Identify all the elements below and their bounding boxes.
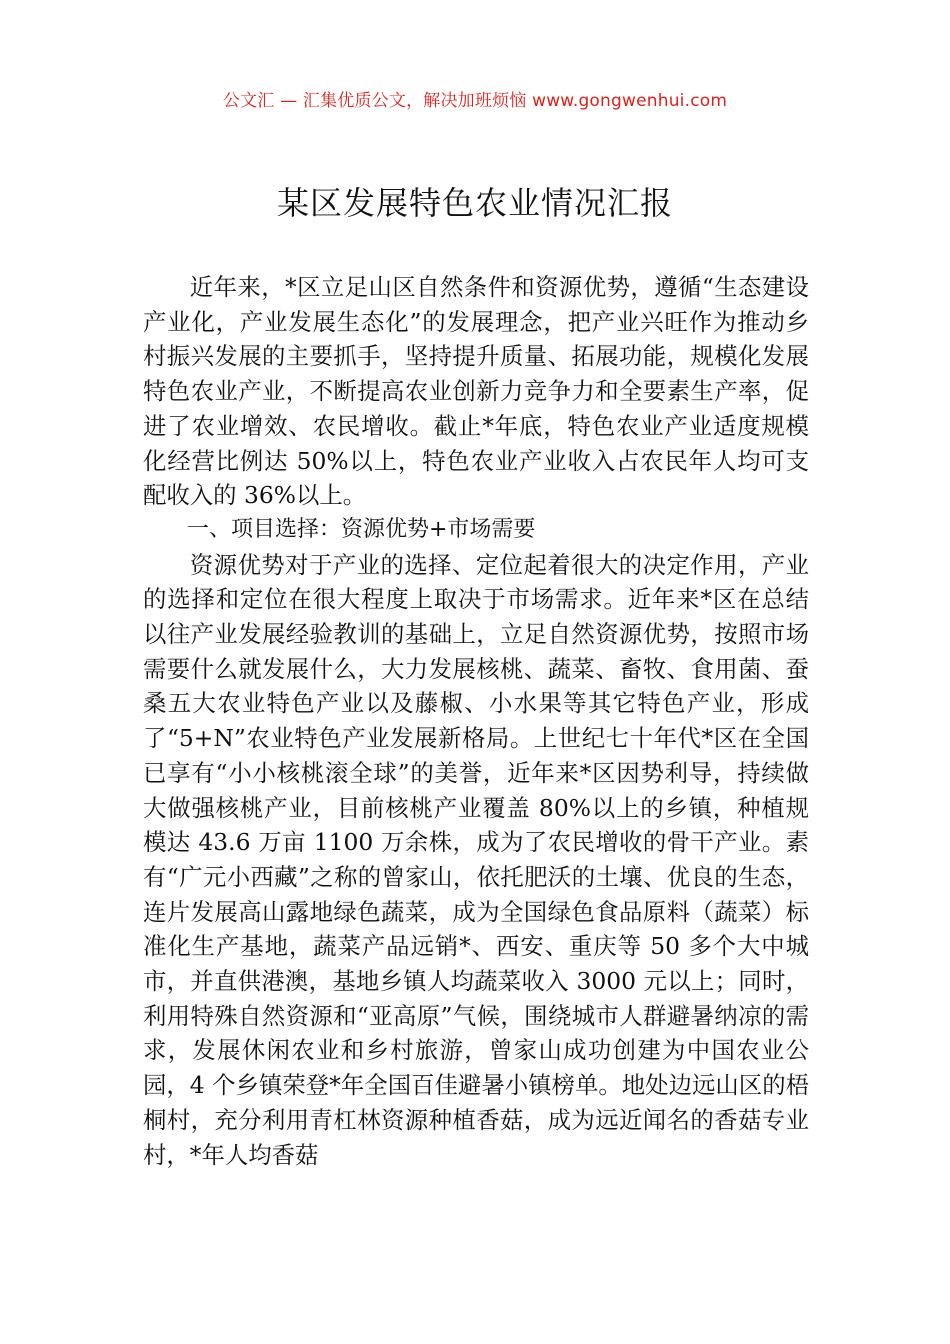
section-paragraph: 资源优势对于产业的选择、定位起着很大的决定作用，产业的选择和定位在很大程度上取决于市场需求。近年来*区在总结以往产业发展经验教训的基础上，立足自然资源优势，按照市场需要什么就发展什么，大力发展核桃、蔬菜、畜牧、食用菌、蚕桑五大农业特色产业以及藤椒、小水果等其它特色产业，形成了“5+N”农业特色产业发展新格局。上世纪七十年代*区在全国已享有“小小核桃滚全球”的美誉，近年来*区因势利导，持续做大做强核桃产业，目前核桃产业覆盖 80%以上的乡镇，种植规模达 43.6 万亩 1100 万余株，成为了农民增收的骨干产业。素有“广元小西藏”之称的曾家山，依托肥沃的土壤、优良的生态，连片发展高山露地绿色蔬菜，成为全国绿色食品原料（蔬菜）标准化生产基地，蔬菜产品远销*、西安、重庆等 50 多个大中城市，并直供港澳，基地乡镇人均蔬菜收入 3000 元以上；同时，利用特殊自然资源和“亚高原”气候，围绕城市人群避暑纳凉的需求，发展休闲农业和乡村旅游，曾家山成功创建为中国农业公园，4 个乡镇荣登*年全国百佳避暑小镇榜单。地处边远山区的梧桐村，充分利用青杠林资源种植香菇，成为远近闻名的香菇专业村，*年人均香菇: [143, 550, 809, 1169]
document-body: [143, 270, 809, 1172]
document-title: 某区发展特色农业情况汇报: [276, 184, 673, 222]
section-heading: 一、项目选择：资源优势+市场需要: [187, 516, 536, 542]
source-banner: 公文汇 — 汇集优质公文，解决加班烦恼 www.gongwenhui.com: [222, 91, 728, 111]
intro-paragraph: 近年来，*区立足山区自然条件和资源优势，遵循“生态建设产业化，产业发展生态化”的发展理念，把产业兴旺作为推动乡村振兴发展的主要抓手，坚持提升质量、拓展功能，规模化发展特色农业产业，不断提高农业创新力竞争力和全要素生产率，促进了农业增效、农民增收。截止*年底，特色农业产业适度规模化经营比例达 50%以上，特色农业产业收入占农民年人均可支配收入的 36%以上。: [143, 273, 809, 510]
